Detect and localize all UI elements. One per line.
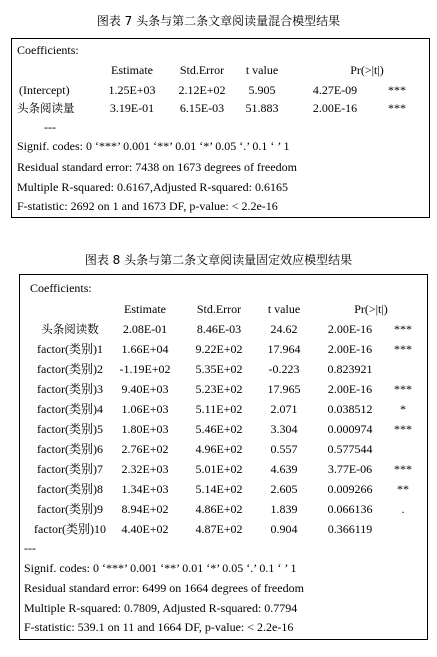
- table8-row-estimate: -1.19E+02: [119, 362, 171, 376]
- table8-f-statistic: F-statistic: 539.1 on 11 and 1664 DF, p-value: < 2.2e-16: [24, 620, 294, 634]
- table7-header-estimate: Estimate: [111, 63, 153, 77]
- table8-row-p-value: 0.823921: [327, 362, 373, 376]
- table8-row-t-value: 2.071: [270, 402, 298, 416]
- table8-row-p-value: 0.038512: [327, 402, 373, 416]
- table8-row-sig: ***: [394, 462, 412, 476]
- table8-row-name: factor(类别)6: [37, 442, 103, 456]
- table7-row-p-value: 4.27E-09: [312, 83, 358, 97]
- table8-row-estimate: 2.08E-01: [122, 322, 168, 336]
- table8-row-p-value: 2.00E-16: [327, 382, 373, 396]
- table8-row-p-value: 3.77E-06: [327, 462, 373, 476]
- table8-row-name: factor(类别)7: [37, 462, 103, 476]
- table8-row-name: factor(类别)5: [37, 422, 103, 436]
- table8-row-name: factor(类别)4: [37, 402, 103, 416]
- table8-row-sig: ***: [394, 322, 412, 336]
- table7-row-p-value: 2.00E-16: [312, 101, 358, 115]
- table7-row-std-error: 6.15E-03: [179, 101, 225, 115]
- table8-row-p-value: 2.00E-16: [327, 342, 373, 356]
- table8-row-name: factor(类别)1: [37, 342, 103, 356]
- table7-row-name: 头条阅读量: [17, 101, 75, 115]
- table8-row-estimate: 1.66E+04: [121, 342, 169, 356]
- table8-row-sig: ***: [394, 422, 412, 436]
- table8-row-estimate: 2.76E+02: [121, 442, 169, 456]
- table8-coefficients-label: Coefficients:: [30, 281, 92, 295]
- table8-row-std-error: 4.86E+02: [195, 502, 243, 516]
- table8-row-std-error: 8.46E-03: [196, 322, 242, 336]
- table8-header-std-error: Std.Error: [196, 302, 242, 316]
- table8-row-t-value: 1.839: [270, 502, 298, 516]
- table8-row-sig: ***: [394, 382, 412, 396]
- table8-row-t-value: 17.964: [267, 342, 301, 356]
- table7-signif-codes: Signif. codes: 0 ‘***’ 0.001 ‘**’ 0.01 ‘*’ 0.05 ‘.’ 0.1 ‘ ’ 1: [17, 139, 290, 153]
- table8-row-estimate: 9.40E+03: [121, 382, 169, 396]
- table7-row-t-value: 5.905: [248, 83, 276, 97]
- table8-row-name: factor(类别)8: [37, 482, 103, 496]
- table7-row-estimate: 3.19E-01: [109, 101, 155, 115]
- table7-caption: 图表 7 头条与第二条文章阅读量混合模型结果: [96, 14, 341, 28]
- table7-header-t-value: t value: [245, 63, 279, 77]
- table8-row-estimate: 8.94E+02: [121, 502, 169, 516]
- table8-row-std-error: 9.22E+02: [195, 342, 243, 356]
- table8-row-t-value: 3.304: [270, 422, 298, 436]
- table8-box: [19, 274, 428, 640]
- table7-row-estimate: 1.25E+03: [108, 83, 156, 97]
- table8-row-std-error: 5.35E+02: [195, 362, 243, 376]
- table8-row-sig: *: [400, 402, 406, 416]
- table7-row-std-error: 2.12E+02: [178, 83, 226, 97]
- table8-row-name: factor(类别)9: [37, 502, 103, 516]
- table8-row-p-value: 0.009266: [327, 482, 373, 496]
- table8-row-std-error: 5.46E+02: [195, 422, 243, 436]
- table8-caption: 图表 8 头条与第二条文章阅读量固定效应模型结果: [84, 253, 353, 267]
- table8-row-std-error: 5.14E+02: [195, 482, 243, 496]
- table8-row-std-error: 5.23E+02: [195, 382, 243, 396]
- table8-row-name: factor(类别)3: [37, 382, 103, 396]
- table8-header-p-value: Pr(>|t|): [354, 302, 388, 316]
- table8-r-squared: Multiple R-squared: 0.7809, Adjusted R-squared: 0.7794: [24, 601, 298, 615]
- table8-row-t-value: 0.557: [270, 442, 298, 456]
- table8-row-t-value: 17.965: [267, 382, 301, 396]
- table8-row-t-value: 24.62: [270, 322, 298, 336]
- table8-row-estimate: 1.06E+03: [121, 402, 169, 416]
- table8-row-sig: ***: [394, 342, 412, 356]
- table8-row-name: 头条阅读数: [41, 322, 99, 336]
- table8-row-name: factor(类别)2: [37, 362, 103, 376]
- table8-row-std-error: 5.11E+02: [195, 402, 243, 416]
- table8-row-name: factor(类别)10: [34, 522, 106, 536]
- table8-row-std-error: 4.96E+02: [195, 442, 243, 456]
- table8-row-p-value: 0.366119: [327, 522, 373, 536]
- table8-row-estimate: 1.80E+03: [121, 422, 169, 436]
- table8-header-t-value: t value: [267, 302, 301, 316]
- table8-row-p-value: 2.00E-16: [327, 322, 373, 336]
- table8-row-std-error: 4.87E+02: [195, 522, 243, 536]
- table8-signif-codes: Signif. codes: 0 ‘***’ 0.001 ‘**’ 0.01 ‘*’ 0.05 ‘.’ 0.1 ‘ ’ 1: [24, 561, 297, 575]
- table8-row-estimate: 1.34E+03: [121, 482, 169, 496]
- table8-row-sig: **: [397, 482, 409, 496]
- table8-row-p-value: 0.000974: [327, 422, 373, 436]
- table7-residual: Residual standard error: 7438 on 1673 degrees of freedom: [17, 160, 297, 174]
- table7-header-std-error: Std.Error: [179, 63, 225, 77]
- table8-row-sig: .: [401, 502, 405, 516]
- table7-f-statistic: F-statistic: 2692 on 1 and 1673 DF, p-value: < 2.2e-16: [17, 199, 278, 213]
- table8-residual: Residual standard error: 6499 on 1664 degrees of freedom: [24, 581, 304, 595]
- table8-row-t-value: 2.605: [270, 482, 298, 496]
- table8-row-estimate: 4.40E+02: [121, 522, 169, 536]
- table7-box: [11, 38, 430, 218]
- table8-row-t-value: -0.223: [268, 362, 300, 376]
- table8-row-t-value: 0.904: [270, 522, 298, 536]
- table8-row-p-value: 0.577544: [327, 442, 373, 456]
- table7-coefficients-label: Coefficients:: [17, 43, 79, 57]
- table8-row-std-error: 5.01E+02: [195, 462, 243, 476]
- table7-separator: ---: [44, 120, 56, 134]
- table8-row-estimate: 2.32E+03: [121, 462, 169, 476]
- table8-header-estimate: Estimate: [124, 302, 166, 316]
- table8-row-p-value: 0.066136: [327, 502, 373, 516]
- table8-row-t-value: 4.639: [270, 462, 298, 476]
- table8-separator: ---: [24, 541, 36, 555]
- table7-header-p-value: Pr(>|t|): [350, 63, 384, 77]
- table7-row-t-value: 51.883: [245, 101, 279, 115]
- table7-row-sig: ***: [388, 101, 406, 115]
- table7-r-squared: Multiple R-squared: 0.6167,Adjusted R-squared: 0.6165: [17, 180, 288, 194]
- table7-row-name: (Intercept): [19, 83, 70, 97]
- table7-row-sig: ***: [388, 83, 406, 97]
